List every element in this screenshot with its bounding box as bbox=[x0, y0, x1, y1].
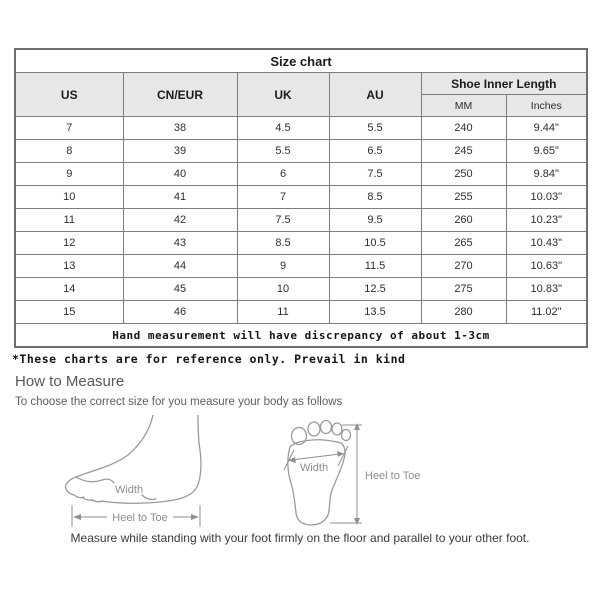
how-to-measure-title: How to Measure bbox=[15, 373, 125, 390]
table-cell: 250 bbox=[421, 163, 506, 186]
table-cell: 5.5 bbox=[237, 140, 329, 163]
table-cell: 9.65" bbox=[506, 140, 587, 163]
table-cell: 41 bbox=[123, 186, 237, 209]
table-row bbox=[15, 186, 587, 209]
table-cell: 4.5 bbox=[237, 117, 329, 140]
table-cell: 42 bbox=[123, 209, 237, 232]
table-cell: 11.5 bbox=[329, 255, 421, 278]
table-cell: 9.44" bbox=[506, 117, 587, 140]
table-header-row bbox=[15, 73, 587, 95]
table-cell: 6 bbox=[237, 163, 329, 186]
table-cell: 7.5 bbox=[237, 209, 329, 232]
top-view-heel-to-toe-label: Heel to Toe bbox=[365, 470, 421, 482]
table-cell: 43 bbox=[123, 232, 237, 255]
column-header-inches: Inches bbox=[506, 95, 587, 117]
table-cell: 38 bbox=[123, 117, 237, 140]
table-cell: 45 bbox=[123, 278, 237, 301]
table-row bbox=[15, 232, 587, 255]
table-cell: 7 bbox=[15, 117, 123, 140]
table-cell: 9 bbox=[15, 163, 123, 186]
top-view-length-dimension bbox=[330, 423, 362, 525]
table-cell: 10.03" bbox=[506, 186, 587, 209]
measurement-diagram bbox=[0, 415, 600, 535]
table-row bbox=[15, 209, 587, 232]
table-cell: 44 bbox=[123, 255, 237, 278]
measuring-instruction-caption: Measure while standing with your foot firmly on the floor and parallel to your other foot. bbox=[70, 531, 530, 545]
table-cell: 240 bbox=[421, 117, 506, 140]
table-cell: 8.5 bbox=[237, 232, 329, 255]
table-title: Size chart bbox=[15, 49, 587, 73]
table-cell: 8.5 bbox=[329, 186, 421, 209]
table-body bbox=[15, 117, 587, 324]
column-header-shoe-inner-length: Shoe Inner Length bbox=[421, 73, 587, 95]
column-header-us: US bbox=[15, 73, 123, 117]
top-view-width-label: Width bbox=[299, 462, 329, 474]
table-row bbox=[15, 140, 587, 163]
table-cell: 245 bbox=[421, 140, 506, 163]
side-view-heel-to-toe-label: Heel to Toe bbox=[112, 512, 168, 524]
size-chart-table bbox=[14, 48, 588, 348]
table-cell: 265 bbox=[421, 232, 506, 255]
table-cell: 255 bbox=[421, 186, 506, 209]
table-title-row bbox=[15, 49, 587, 73]
table-cell: 12 bbox=[15, 232, 123, 255]
table-cell: 9 bbox=[237, 255, 329, 278]
table-cell: 15 bbox=[15, 301, 123, 324]
table-cell: 275 bbox=[421, 278, 506, 301]
column-header-cn-eur: CN/EUR bbox=[123, 73, 237, 117]
table-row bbox=[15, 255, 587, 278]
table-footnote-row bbox=[15, 324, 587, 348]
table-cell: 14 bbox=[15, 278, 123, 301]
table-cell: 260 bbox=[421, 209, 506, 232]
table-cell: 10.23" bbox=[506, 209, 587, 232]
column-header-uk: UK bbox=[237, 73, 329, 117]
table-cell: 5.5 bbox=[329, 117, 421, 140]
table-cell: 10.5 bbox=[329, 232, 421, 255]
table-cell: 8 bbox=[15, 140, 123, 163]
reference-disclaimer: *These charts are for reference only. Prevail in kind bbox=[12, 352, 406, 366]
size-chart-section bbox=[14, 48, 586, 348]
table-cell: 9.84" bbox=[506, 163, 587, 186]
column-header-au: AU bbox=[329, 73, 421, 117]
table-cell: 270 bbox=[421, 255, 506, 278]
table-cell: 10.63" bbox=[506, 255, 587, 278]
table-cell: 11 bbox=[15, 209, 123, 232]
table-cell: 13 bbox=[15, 255, 123, 278]
table-cell: 10.43" bbox=[506, 232, 587, 255]
table-cell: 280 bbox=[421, 301, 506, 324]
table-row bbox=[15, 163, 587, 186]
table-cell: 11.02" bbox=[506, 301, 587, 324]
table-row bbox=[15, 278, 587, 301]
table-cell: 10 bbox=[15, 186, 123, 209]
column-header-mm: MM bbox=[421, 95, 506, 117]
table-cell: 12.5 bbox=[329, 278, 421, 301]
table-cell: 10 bbox=[237, 278, 329, 301]
table-cell: 7.5 bbox=[329, 163, 421, 186]
table-footnote: Hand measurement will have discrepancy of about 1-3cm bbox=[15, 324, 587, 348]
table-cell: 13.5 bbox=[329, 301, 421, 324]
table-cell: 6.5 bbox=[329, 140, 421, 163]
table-cell: 9.5 bbox=[329, 209, 421, 232]
table-cell: 39 bbox=[123, 140, 237, 163]
table-cell: 46 bbox=[123, 301, 237, 324]
table-row bbox=[15, 301, 587, 324]
table-row bbox=[15, 117, 587, 140]
table-cell: 10.83" bbox=[506, 278, 587, 301]
table-cell: 40 bbox=[123, 163, 237, 186]
side-view-width-label: Width bbox=[114, 484, 144, 496]
how-to-measure-subtitle: To choose the correct size for you measure your body as follows bbox=[15, 396, 343, 408]
table-cell: 7 bbox=[237, 186, 329, 209]
table-cell: 11 bbox=[237, 301, 329, 324]
